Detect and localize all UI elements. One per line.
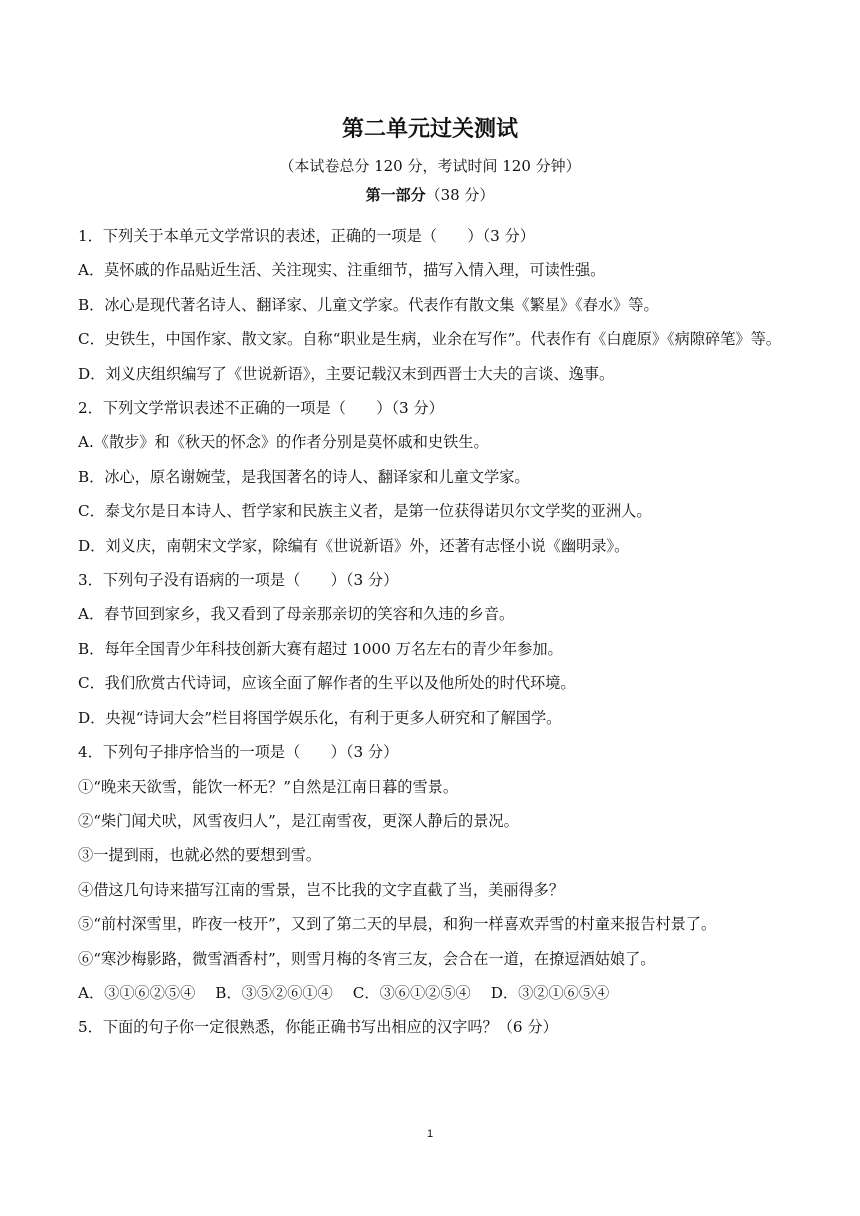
part-label: 第一部分 bbox=[365, 186, 426, 204]
part-heading bbox=[0, 184, 860, 205]
part-score: （38 分） bbox=[425, 186, 495, 204]
question-1-option-d: D．刘义庆组织编写了《世说新语》，主要记载汉末到西晋士大夫的言谈、逸事。 bbox=[78, 364, 615, 383]
question-4-options: A．③①⑥②⑤④ B．③⑤②⑥①④ C．③⑥①②⑤④ D．③②①⑥⑤④ bbox=[78, 983, 610, 1002]
question-4-sentence-4: ④借这几句诗来描写江南的雪景，岂不比我的文字直截了当，美丽得多？ bbox=[78, 880, 564, 899]
question-2-stem: 2．下列文学常识表述不正确的一项是（ ）（3 分） bbox=[78, 399, 444, 418]
question-3-option-b: B．每年全国青少年科技创新大赛有超过 1000 万名左右的青少年参加。 bbox=[78, 639, 563, 658]
page-title: 第二单元过关测试 bbox=[341, 117, 518, 142]
question-3-stem: 3．下列句子没有语病的一项是（ ）（3 分） bbox=[78, 571, 399, 590]
question-body bbox=[78, 219, 784, 1045]
page-number: 1 bbox=[426, 1128, 434, 1140]
question-2-option-a: A.《散步》和《秋天的怀念》的作者分别是莫怀戚和史铁生。 bbox=[78, 433, 489, 452]
question-2-option-c: C．泰戈尔是日本诗人、哲学家和民族主义者，是第一位获得诺贝尔文学奖的亚洲人。 bbox=[78, 502, 652, 521]
question-3-option-a: A．春节回到家乡，我又看到了母亲那亲切的笑容和久违的乡音。 bbox=[78, 605, 515, 624]
question-4-stem: 4．下列句子排序恰当的一项是（ ）（3 分） bbox=[78, 743, 399, 762]
question-2-option-b: B．冰心，原名谢婉莹，是我国著名的诗人、翻译家和儿童文学家。 bbox=[78, 467, 530, 486]
question-4-sentence-1: ①“晚来天欲雪，能饮一杯无？”自然是江南日暮的雪景。 bbox=[78, 777, 459, 796]
question-1-option-b: B．冰心是现代著名诗人、翻译家、儿童文学家。代表作有散文集《繁星》《春水》等。 bbox=[78, 295, 659, 314]
question-3-option-d: D．央视“诗词大会”栏目将国学娱乐化，有利于更多人研究和了解国学。 bbox=[78, 708, 562, 727]
question-1-option-a: A．莫怀戚的作品贴近生活、关注现实、注重细节，描写入情入理，可读性强。 bbox=[78, 261, 606, 280]
question-5-stem: 5．下面的句子你一定很熟悉，你能正确书写出相应的汉字吗？（6 分） bbox=[78, 1018, 558, 1037]
question-3-option-c: C．我们欣赏古代诗词，应该全面了解作者的生平以及他所处的时代环境。 bbox=[78, 674, 576, 693]
exam-info: （本试卷总分 120 分，考试时间 120 分钟） bbox=[279, 157, 581, 175]
question-1-option-c: C．史铁生，中国作家、散文家。自称“职业是生病，业余在写作”。代表作有《白鹿原》《病隙碎笔》等。 bbox=[78, 330, 781, 349]
question-1-stem: 1．下列关于本单元文学常识的表述，正确的一项是（ ）（3 分） bbox=[78, 227, 535, 245]
question-2-option-d: D．刘义庆，南朝宋文学家，除编有《世说新语》外，还著有志怪小说《幽明录》。 bbox=[78, 536, 630, 555]
question-4-sentence-6: ⑥“寒沙梅影路，微雪酒香村”，则雪月梅的冬宵三友，会合在一道，在撩逗酒姑娘了。 bbox=[78, 949, 656, 968]
question-4-sentence-3: ③一提到雨，也就必然的要想到雪。 bbox=[78, 846, 321, 865]
question-4-sentence-5: ⑤“前村深雪里，昨夜一枝开”，又到了第二天的早晨，和狗一样喜欢弄雪的村童来报告村景了。 bbox=[78, 915, 717, 934]
question-4-sentence-2: ②“柴门闻犬吠，风雪夜归人”，是江南雪夜，更深人静后的景况。 bbox=[78, 811, 519, 830]
